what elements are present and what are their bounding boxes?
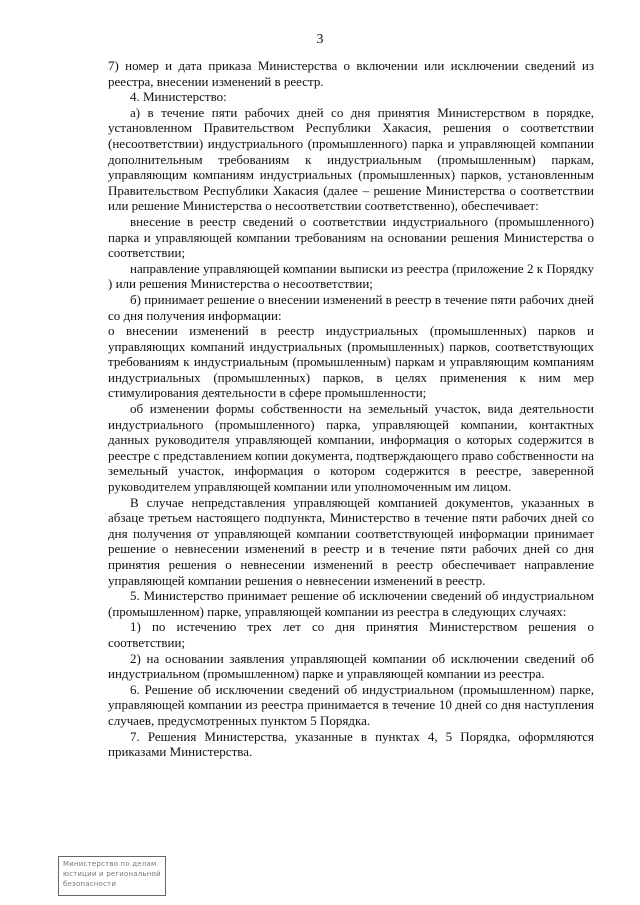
paragraph: о внесении изменений в реестр индустриальных (промышленных) парков и управляющих компаний индустриальных (промышленных) парков, соответствующих требованиям к индустриальным (промышленным) паркам и управляющим компаниям индустриальных (промышленных) парков, в целях применения к ним мер стимулирования деятельности в сфере промышленности; xyxy=(108,323,594,401)
page-number: 3 xyxy=(316,32,324,47)
paragraph: внесение в реестр сведений о соответствии индустриального (промышленного) парка и управляющей компании требованиям на основании решения Министерства о соответствии; xyxy=(108,213,594,261)
stamp-line: юстиции и региональной xyxy=(63,870,161,878)
paragraph: 2) на основании заявления управляющей компании об исключении сведений об индустриальном (промышленном) парке и управляющей компании из реестра. xyxy=(108,650,594,682)
stamp-line: безопасности xyxy=(63,880,117,888)
paragraph: б) принимает решение о внесении изменений в реестр в течение пяти рабочих дней со дня получения информации: xyxy=(108,291,594,323)
paragraph: а) в течение пяти рабочих дней со дня принятия Министерством в порядке, установленном Правительством Республики Хакасия, решения о соответствии (несоответствии) индустриального (промышленного) парка и управляющей компании дополнительным требованиям к индустриальным (промышленным) паркам, управляющим компаниям индустриальных (промышленных) парков, установленным Правительством Республики Хакасия (далее – решение Министерства о соответствии или решение Министерства о несоответствии соответственно), обеспечивает: xyxy=(108,104,594,214)
document-body xyxy=(108,58,594,760)
paragraph: В случае непредставления управляющей компанией документов, указанных в абзаце третьем настоящего подпункта, Министерство в течение пяти рабочих дней со дня получения от управляющей компании соответствующей информации принимает решение о невнесении изменений в реестр и в течение пяти рабочих дней со дня принятия решения о невнесении изменений в реестр обеспечивает направление управляющей компании решения о невнесении изменений в реестр. xyxy=(108,494,594,588)
paragraph: об изменении формы собственности на земельный участок, вида деятельности индустриального (промышленного) парка, управляющей компании, контактных данных руководителя управляющей компании, информация о которых содержится в реестре с представлением копии документа, подтверждающего право собственности на земельный участок, информация о котором содержится в реестре, заверенной руководителем управляющей компании или уполномоченным им лицом. xyxy=(108,401,594,495)
paragraph: 5. Министерство принимает решение об исключении сведений об индустриальном (промышленном) парке, управляющей компании из реестра в следующих случаях: xyxy=(108,588,594,619)
paragraph: 1) по истечению трех лет со дня принятия Министерством решения о соответствии; xyxy=(108,619,594,650)
paragraph: 4. Министерство: xyxy=(130,89,227,105)
paragraph: 7. Решения Министерства, указанные в пунктах 4, 5 Порядка, оформляются приказами Министерства. xyxy=(108,728,594,760)
paragraph: направление управляющей компании выписки из реестра (приложение 2 к Порядку ) или решения Министерства о несоответствии; xyxy=(108,260,594,292)
stamp-line: Министерство по делам xyxy=(63,860,157,868)
paragraph: 7) номер и дата приказа Министерства о включении или исключении сведений из реестра, внесении изменений в реестр. xyxy=(108,58,594,89)
registration-stamp xyxy=(58,856,166,896)
paragraph: 6. Решение об исключении сведений об индустриальном (промышленном) парке, управляющей компании из реестра принимается в течение 10 дней со дня наступления случаев, предусмотренных пунктом 5 Порядка. xyxy=(108,681,594,728)
